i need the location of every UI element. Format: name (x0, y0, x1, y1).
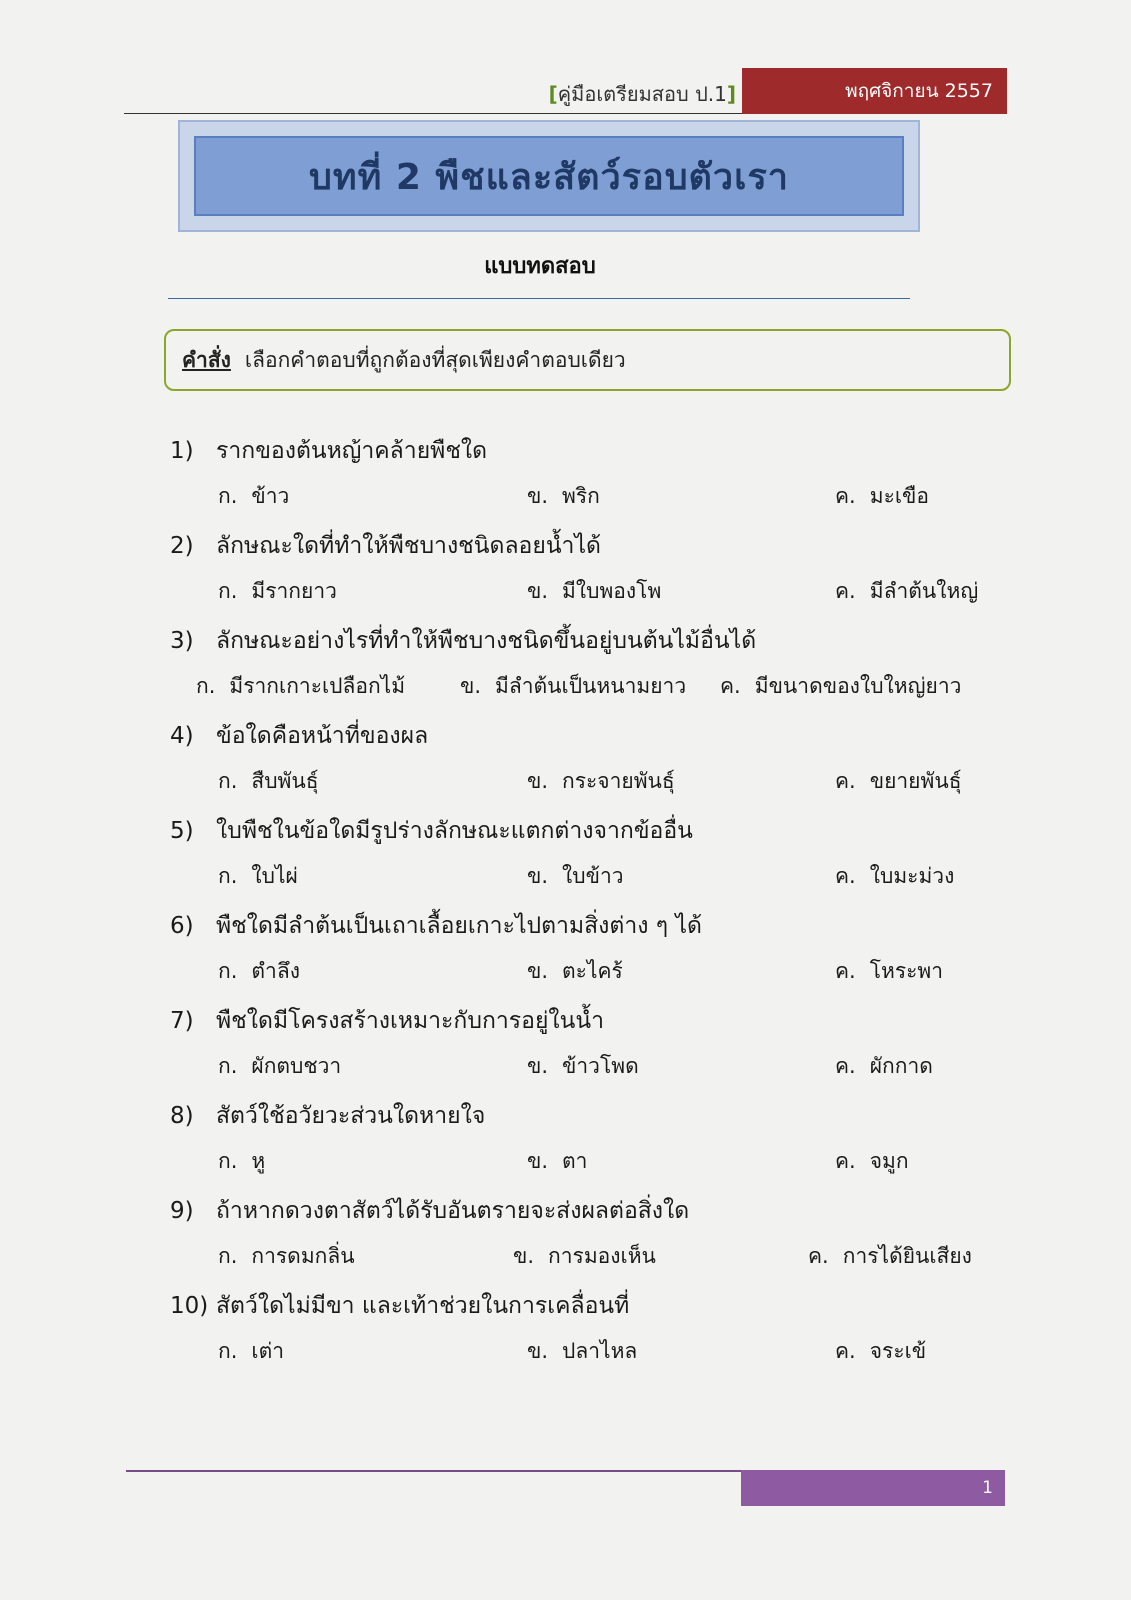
question-number: 4) (170, 723, 194, 749)
chapter-title: บทที่ 2 พืชและสัตว์รอบตัวเรา (194, 136, 904, 216)
question-item (170, 718, 1030, 813)
choice-c: ค. ใบมะม่วง (835, 864, 955, 888)
choice-c: ค. โหระพา (835, 959, 944, 983)
choice-a: ก. ใบไผ่ (218, 864, 298, 888)
question-text: ถ้าหากดวงตาสัตว์ได้รับอันตรายจะส่งผลต่อสิ่งใด (216, 1198, 690, 1224)
choice-a: ก. ผักตบชวา (218, 1054, 342, 1078)
choice-b: ข. มีใบพองโพ (527, 579, 662, 603)
chapter-banner (178, 120, 920, 232)
bracket-open: [ (548, 82, 558, 106)
choice-a: ก. การดมกลิ่น (218, 1244, 355, 1268)
question-number: 1) (170, 438, 194, 464)
header-rule (124, 113, 742, 114)
choice-b: ข. ข้าวโพด (527, 1054, 639, 1078)
section-title: แบบทดสอบ (484, 254, 596, 279)
header-date-box (742, 68, 1007, 114)
footer-rule (126, 1470, 742, 1472)
book-title (546, 78, 736, 110)
question-text: สัตว์ใดไม่มีขา และเท้าช่วยในการเคลื่อนที่ (216, 1293, 630, 1319)
question-item (170, 1098, 1030, 1193)
choice-a: ก. สืบพันธุ์ (218, 769, 319, 793)
choice-a: ก. มีรากเกาะเปลือกไม้ (196, 674, 406, 698)
question-text: สัตว์ใช้อวัยวะส่วนใดหายใจ (216, 1103, 486, 1129)
choice-c: ค. จระเข้ (835, 1339, 927, 1363)
question-text: ใบพืชในข้อใดมีรูปร่างลักษณะแตกต่างจากข้ออื่น (216, 818, 693, 844)
footer-box (741, 1470, 1005, 1506)
choice-a: ก. ข้าว (218, 484, 290, 508)
question-text: พืชใดมีโครงสร้างเหมาะกับการอยู่ในน้ำ (216, 1008, 605, 1034)
choice-c: ค. มีลำต้นใหญ่ (835, 579, 979, 603)
choice-b: ข. ตะไคร้ (527, 959, 623, 983)
instruction-text: เลือกคำตอบที่ถูกต้องที่สุดเพียงคำตอบเดียว (244, 347, 626, 372)
question-number: 9) (170, 1198, 194, 1224)
section-rule (168, 298, 910, 299)
choice-a: ก. มีรากยาว (218, 579, 337, 603)
question-text: ลักษณะอย่างไรที่ทำให้พืชบางชนิดขึ้นอยู่บนต้นไม้อื่นได้ (216, 628, 757, 654)
question-number: 6) (170, 913, 194, 939)
choice-b: ข. มีลำต้นเป็นหนามยาว (460, 674, 687, 698)
question-text: ลักษณะใดที่ทำให้พืชบางชนิดลอยน้ำได้ (216, 533, 601, 559)
question-list (170, 433, 1030, 1383)
choice-b: ข. ใบข้าว (527, 864, 624, 888)
question-item (170, 908, 1030, 1003)
book-title-text: คู่มือเตรียมสอบ ป.1 (557, 82, 727, 106)
question-item (170, 433, 1030, 528)
choice-c: ค. มะเขือ (835, 484, 930, 508)
question-item (170, 623, 1030, 718)
question-item (170, 813, 1030, 908)
question-item (170, 1193, 1030, 1288)
question-number: 5) (170, 818, 194, 844)
question-text: รากของต้นหญ้าคล้ายพืชใด (216, 438, 488, 464)
instruction-box (164, 329, 1011, 391)
question-number: 8) (170, 1103, 194, 1129)
question-number: 10) (170, 1293, 209, 1319)
choice-c: ค. ขยายพันธุ์ (835, 769, 962, 793)
choice-b: ข. กระจายพันธุ์ (527, 769, 675, 793)
choice-b: ข. พริก (527, 484, 600, 508)
question-item (170, 1288, 1030, 1383)
choice-c: ค. ผักกาด (835, 1054, 933, 1078)
choice-b: ข. ตา (527, 1149, 588, 1173)
instruction-label: คำสั่ง (182, 347, 231, 372)
bracket-close: ] (726, 82, 736, 106)
question-item (170, 1003, 1030, 1098)
choice-c: ค. จมูก (835, 1149, 909, 1173)
question-number: 2) (170, 533, 194, 559)
choice-c: ค. การได้ยินเสียง (808, 1244, 972, 1268)
header-date: พฤศจิกายน 2557 (845, 80, 993, 102)
choice-a: ก. ตำลึง (218, 959, 300, 983)
question-number: 3) (170, 628, 194, 654)
choice-c: ค. มีขนาดของใบใหญ่ยาว (720, 674, 962, 698)
choice-b: ข. การมองเห็น (513, 1244, 656, 1268)
page-number: 1 (982, 1478, 993, 1498)
question-text: พืชใดมีลำต้นเป็นเถาเลื้อยเกาะไปตามสิ่งต่าง ๆ ได้ (216, 913, 702, 939)
question-item (170, 528, 1030, 623)
question-text: ข้อใดคือหน้าที่ของผล (216, 723, 429, 749)
choice-a: ก. หู (218, 1149, 266, 1173)
choice-b: ข. ปลาไหล (527, 1339, 638, 1363)
choice-a: ก. เต่า (218, 1339, 284, 1363)
question-number: 7) (170, 1008, 194, 1034)
